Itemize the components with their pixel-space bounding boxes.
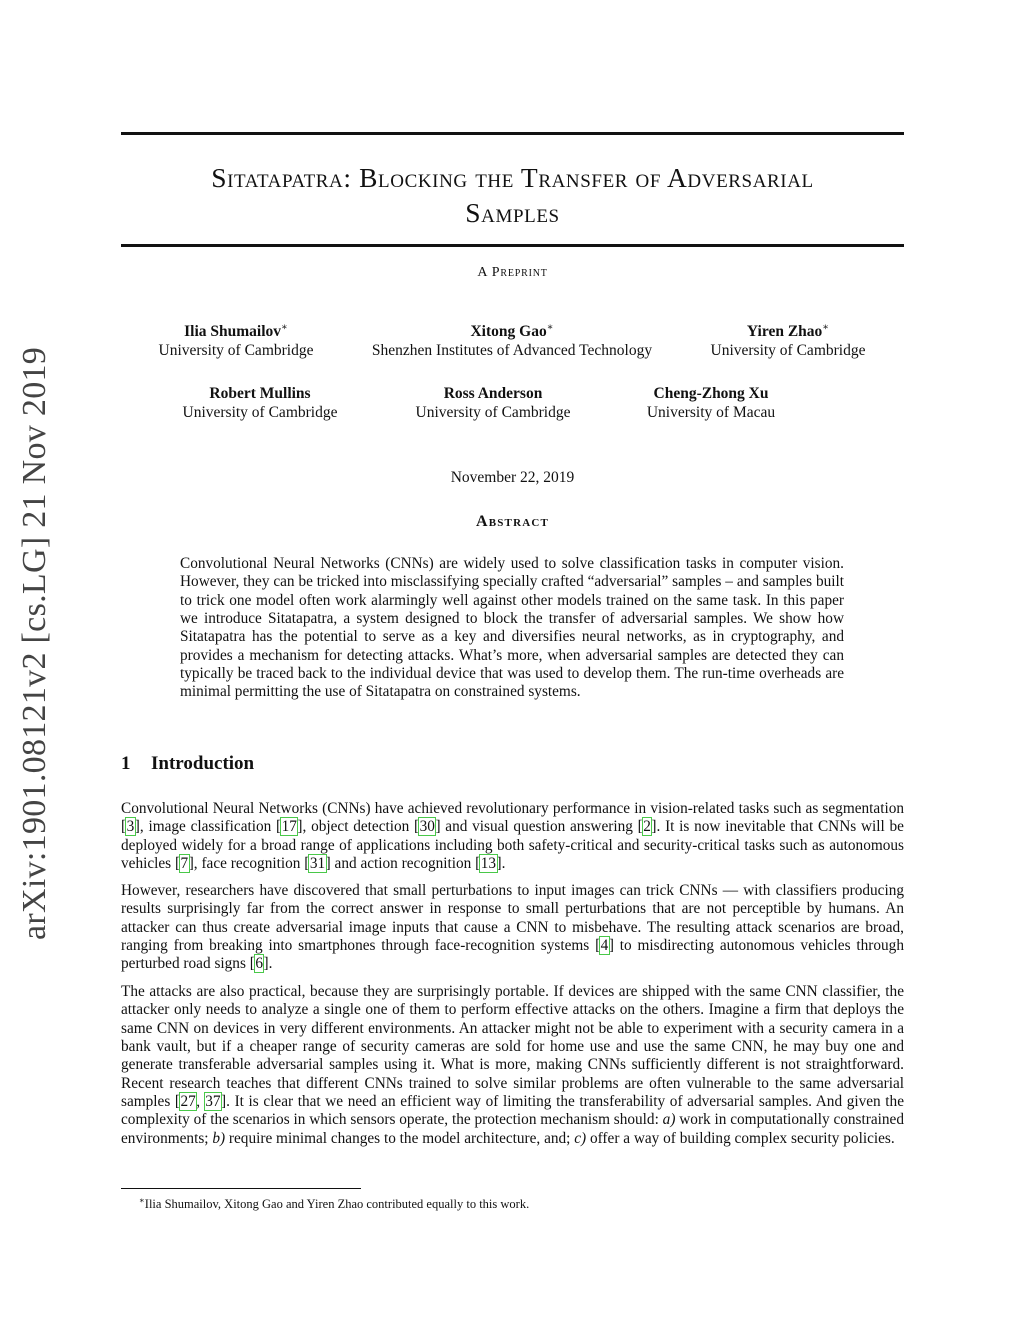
citation-link[interactable]: 6 [255, 955, 263, 973]
author-affiliation: University of Cambridge [710, 342, 866, 360]
author-name: Ilia Shumailov [184, 323, 282, 341]
citation-link[interactable]: 30 [419, 818, 435, 836]
author-affiliation: University of Macau [646, 404, 776, 421]
equal-contribution-mark: ∗ [546, 322, 554, 333]
author-block [160, 384, 360, 422]
citation-link[interactable]: 3 [126, 818, 135, 836]
arxiv-stamp: arXiv:1901.08121v2 [cs.LG] 21 Nov 2019 [16, 346, 53, 940]
text-run: ]. It is clear that we need an efficient way of limiting the transferability of adversarial samples. And given the complexity of the scenarios in which sensors operate, the protection mechanism should: [121, 1093, 904, 1129]
equal-contribution-mark: ∗ [281, 322, 288, 333]
citation-link[interactable]: 27 [180, 1093, 196, 1111]
text-run: offer a way of building complex security policies. [586, 1129, 895, 1147]
citation-link[interactable]: 37 [205, 1093, 221, 1111]
preprint-label: A Preprint [477, 265, 548, 280]
text-run: Convolutional Neural Networks (CNNs) have achieved revolutionary performance in vision-related tasks such as segmentation [ [121, 800, 904, 836]
footnote-mark: ∗ [139, 1195, 145, 1205]
footnote [121, 1192, 904, 1212]
intro-paragraph-2 [121, 882, 904, 974]
intro-paragraph-1 [121, 800, 904, 873]
citation-link[interactable]: 4 [600, 937, 609, 955]
author-name: Cheng-Zhong Xu [653, 385, 769, 402]
author-block [688, 318, 888, 360]
section-title: Introduction [151, 753, 255, 774]
author-name: Xitong Gao [470, 323, 547, 341]
author-block [626, 384, 796, 422]
text-run: The attacks are also practical, because they are surprisingly portable. If devices are shipped with the same CNN classifier, the attacker only needs to analyze a single one of them to perform effective attacks on the others. Imagine a firm that deploys the same CNN on devices in very different environments. An attacker might not be able to experiment with a security camera in a bank vault, but if a cheaper range of security cameras are sold for home use and use the same CNN, he may buy one and generate transferable adversarial samples using it. What is more, making CNNs sufficiently different is not straightforward. Recent research teaches that different CNNs trained to solve similar problems are often vulnerable to the same adversarial samples [ [121, 983, 904, 1111]
citation-link[interactable]: 13 [480, 855, 497, 873]
title-bottom-rule [121, 244, 904, 247]
text-run: ], face recognition [ [188, 855, 310, 873]
citation-link[interactable]: 31 [309, 855, 326, 873]
paper-title-line-2: Samples [465, 197, 560, 228]
author-affiliation: Shenzhen Institutes of Advanced Technology [371, 342, 653, 360]
intro-paragraph-3 [121, 983, 904, 1148]
text-run: work in computationally constrained environments; [121, 1111, 904, 1147]
list-marker: c) [574, 1129, 587, 1147]
footnote-rule [121, 1188, 361, 1189]
abstract-heading: Abstract [475, 513, 550, 530]
text-run: , [196, 1093, 205, 1111]
text-run: ], object detection [ [297, 818, 420, 836]
text-run: ] and visual question answering [ [435, 818, 643, 836]
text-run: ] to misdirecting autonomous vehicles through perturbed road signs [ [121, 937, 904, 973]
author-block [136, 318, 336, 360]
equal-contribution-mark: ∗ [822, 322, 830, 333]
author-block [352, 318, 672, 360]
text-run: ]. [263, 955, 273, 973]
text-run: ]. [496, 855, 506, 873]
section-number: 1 [121, 753, 131, 774]
list-marker: a) [662, 1111, 676, 1129]
citation-link[interactable]: 7 [180, 855, 189, 873]
text-run: However, researchers have discovered that small perturbations to input images can trick CNNs — with classifiers producing results surprisingly far from the correct answer in response to small perturbations that are not perceptible by humans. An attacker can thus create adversarial image inputs that cause a CNN to misbehave. The resulting attack scenarios are broad, ranging from breaking into smartphones through face-recognition systems [ [121, 882, 904, 955]
author-affiliation: University of Cambridge [158, 342, 314, 360]
citation-link[interactable]: 2 [643, 818, 651, 836]
author-name: Yiren Zhao [746, 323, 823, 341]
author-name: Ross Anderson [443, 385, 543, 402]
paper-title-line-1: Sitatapatra: Blocking the Transfer of Adversarial [211, 162, 814, 193]
citation-link[interactable]: 17 [281, 818, 297, 836]
author-name: Robert Mullins [209, 385, 311, 402]
abstract-text: Convolutional Neural Networks (CNNs) are widely used to solve classification tasks in computer vision. However, they can be tricked into misclassifying specially crafted “adversarial” samples – and samples built to trick one model often work alarmingly well against other models trained on the same task. In this paper we introduce Sitatapatra, a system designed to block the transfer of adversarial samples. We show how Sitatapatra has the potential to serve as a key and diversifies neural networks, as in cryptography, and provides a mechanism for detecting attacks. What’s more, when adversarial samples are detected they can typically be traced back to the individual device that was used to develop them. The run-time overheads are minimal permitting the use of Sitatapatra on constrained systems. [180, 555, 844, 701]
text-run: ], image classification [ [134, 818, 282, 836]
list-marker: b) [212, 1129, 226, 1147]
footnote-text: Ilia Shumailov, Xitong Gao and Yiren Zhao contributed equally to this work. [144, 1197, 530, 1212]
publication-date: November 22, 2019 [450, 469, 575, 486]
text-run: ]. It is now inevitable that CNNs will be deployed widely for a broad range of applications including both safety-critical and security-critical tasks such as autonomous vehicles [ [121, 818, 904, 873]
author-affiliation: University of Cambridge [415, 404, 571, 421]
author-affiliation: University of Cambridge [182, 404, 338, 421]
text-run: ] and action recognition [ [325, 855, 481, 873]
section-heading [121, 753, 254, 775]
text-run: require minimal changes to the model architecture, and; [225, 1129, 575, 1147]
author-block [393, 384, 593, 422]
title-top-rule [121, 132, 904, 135]
